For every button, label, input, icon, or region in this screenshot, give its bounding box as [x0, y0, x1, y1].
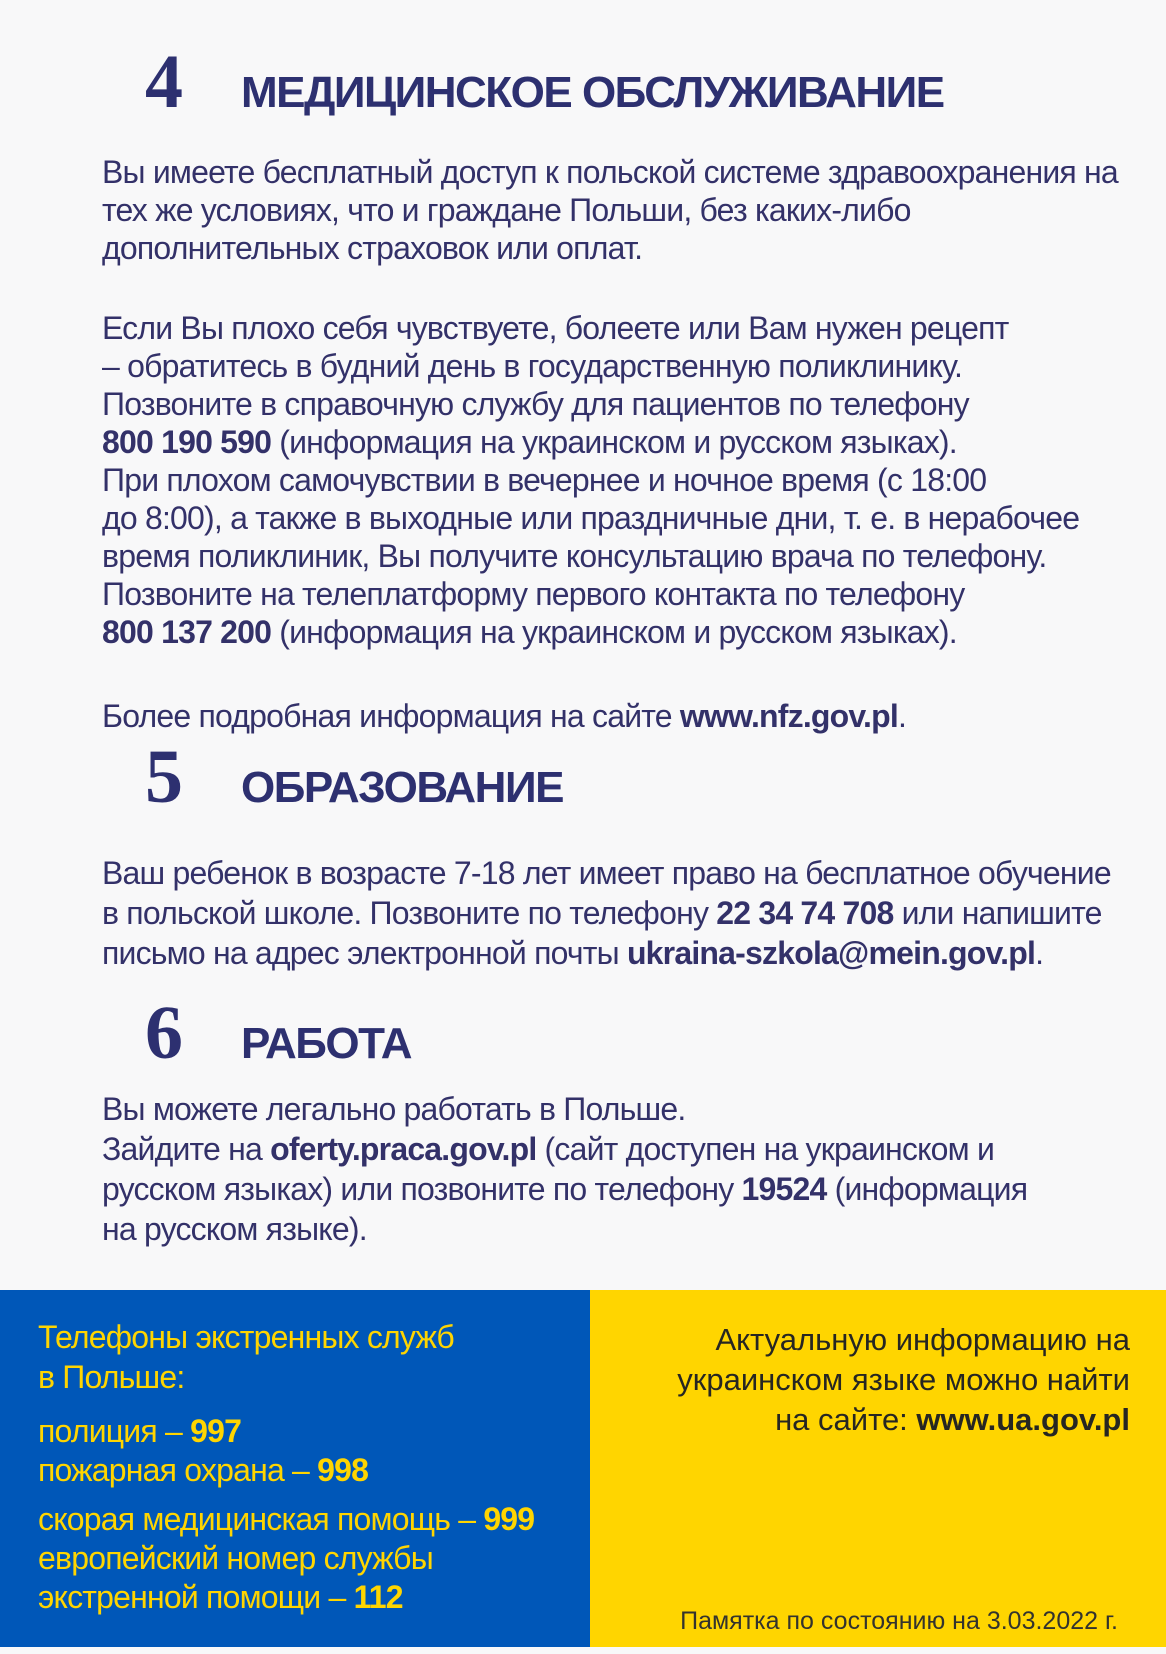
text-line	[102, 461, 1079, 499]
text-segment: (сайт доступен на украинском и	[536, 1131, 995, 1167]
emphasis-text: 800 137 200	[102, 614, 272, 650]
section-5-paragraph-1	[102, 853, 1111, 973]
text-line	[102, 309, 1079, 347]
text-segment: на русском языке).	[102, 1211, 367, 1247]
text-segment: .	[1035, 935, 1044, 971]
emphasis-text: oferty.praca.gov.pl	[270, 1131, 537, 1167]
text-segment: до 8:00), а также в выходные или праздничные дни, т. е. в нерабочее	[102, 500, 1080, 536]
section-5-title: ОБРАЗОВАНИЕ	[241, 763, 563, 812]
text-segment: Позвоните в справочную службу для пациентов по телефону	[102, 386, 969, 422]
text-line	[102, 537, 1079, 575]
text-line	[38, 1317, 590, 1357]
text-segment: – обратитесь в будний день в государственную поликлинику.	[102, 348, 963, 384]
text-segment: письмо на адрес электронной почты	[102, 935, 627, 971]
section-6-header	[145, 991, 411, 1075]
text-segment: Если Вы плохо себя чувствуете, болеете или Вам нужен рецепт	[102, 310, 1009, 346]
text-line	[675, 1320, 1130, 1360]
text-line	[102, 575, 1079, 613]
emphasis-text: 998	[317, 1452, 369, 1488]
info-panel	[590, 1290, 1166, 1647]
text-segment: русском языках) или позвоните по телефону	[102, 1171, 742, 1207]
text-segment: (информация на украинском и русском языках).	[271, 424, 957, 460]
text-line	[102, 499, 1079, 537]
text-segment: Вы можете легально работать в Польше.	[102, 1091, 686, 1127]
text-segment: украинском языке можно найти	[677, 1362, 1130, 1397]
text-segment: в Польше:	[38, 1359, 185, 1395]
text-segment: Ваш ребенок в возрасте 7-18 лет имеет право на бесплатное обучение	[102, 855, 1111, 891]
text-line	[102, 1209, 1027, 1249]
text-segment: на сайте:	[775, 1402, 917, 1437]
text-line	[102, 423, 1079, 461]
text-segment: европейский номер службы	[38, 1540, 433, 1576]
text-segment: Зайдите на	[102, 1131, 271, 1167]
text-segment: пожарная охрана –	[38, 1452, 318, 1488]
text-line	[102, 613, 1079, 651]
text-line	[102, 153, 1118, 191]
text-segment: или напишите	[893, 895, 1102, 931]
section-4-header	[145, 40, 944, 124]
emergency-numbers-list	[38, 1412, 590, 1617]
text-segment: полиция –	[38, 1413, 191, 1449]
section-6-paragraph-1	[102, 1089, 1027, 1249]
section-4-paragraph-2	[102, 309, 1079, 651]
text-line	[102, 893, 1111, 933]
text-line	[102, 347, 1079, 385]
text-line	[38, 1578, 590, 1617]
text-line	[102, 1169, 1027, 1209]
emergency-panel-heading	[38, 1317, 590, 1397]
text-segment: экстренной помощи –	[38, 1579, 354, 1615]
section-5-header	[145, 735, 563, 819]
text-segment: При плохом самочувствии в вечернее и ночное время (с 18:00	[102, 462, 987, 498]
section-4-paragraph-3	[102, 697, 906, 735]
text-line	[675, 1400, 1130, 1440]
section-6-number: 6	[145, 991, 183, 1075]
text-segment: Актуальную информацию на	[715, 1322, 1130, 1357]
text-segment: Позвоните на телеплатформу первого контакта по телефону	[102, 576, 965, 612]
text-line	[102, 697, 906, 735]
emphasis-text: 22 34 74 708	[716, 895, 894, 931]
text-segment: дополнительных страховок или оплат.	[102, 230, 643, 266]
text-line	[102, 229, 1118, 267]
text-segment: (информация	[826, 1171, 1028, 1207]
section-6-title: РАБОТА	[241, 1019, 411, 1068]
text-segment: тех же условиях, что и граждане Польши, без каких-либо	[102, 192, 911, 228]
text-segment: Вы имеете бесплатный доступ к польской системе здравоохранения на	[102, 154, 1118, 190]
section-4-number: 4	[145, 40, 183, 124]
text-line	[102, 385, 1079, 423]
text-segment: (информация на украинском и русском языках).	[271, 614, 957, 650]
text-line	[675, 1360, 1130, 1400]
text-line	[102, 853, 1111, 893]
emphasis-text: 997	[190, 1413, 242, 1449]
emphasis-text: 19524	[741, 1171, 827, 1207]
emphasis-text: www.nfz.gov.pl	[679, 698, 898, 734]
section-4-title: МЕДИЦИНСКОЕ ОБСЛУЖИВАНИЕ	[241, 68, 944, 117]
section-4-paragraph-1	[102, 153, 1118, 267]
text-line	[38, 1539, 590, 1578]
text-segment: .	[897, 698, 907, 734]
text-line	[102, 191, 1118, 229]
emphasis-text: 999	[483, 1501, 535, 1537]
emergency-numbers-panel	[0, 1290, 590, 1647]
text-segment: Более подробная информация на сайте	[102, 698, 680, 734]
text-segment: Телефоны экстренных служб	[38, 1319, 454, 1355]
text-line	[102, 1129, 1027, 1169]
text-line	[38, 1357, 590, 1397]
text-segment: скорая медицинская помощь –	[38, 1501, 484, 1537]
emphasis-text: ukraina-szkola@mein.gov.pl	[626, 935, 1036, 971]
text-segment: в польской школе. Позвоните по телефону	[102, 895, 717, 931]
emphasis-text: 112	[353, 1579, 403, 1615]
text-line	[38, 1500, 590, 1539]
text-line	[38, 1451, 590, 1490]
info-panel-text	[675, 1320, 1130, 1440]
text-line	[38, 1412, 590, 1451]
text-line	[102, 1089, 1027, 1129]
emphasis-text: www.ua.gov.pl	[916, 1402, 1130, 1437]
section-5-number: 5	[145, 735, 183, 819]
emphasis-text: 800 190 590	[102, 424, 272, 460]
text-segment: время поликлиник, Вы получите консультацию врача по телефону.	[102, 538, 1047, 574]
text-line	[102, 933, 1111, 973]
date-note: Памятка по состоянию на 3.03.2022 г.	[680, 1607, 1118, 1635]
